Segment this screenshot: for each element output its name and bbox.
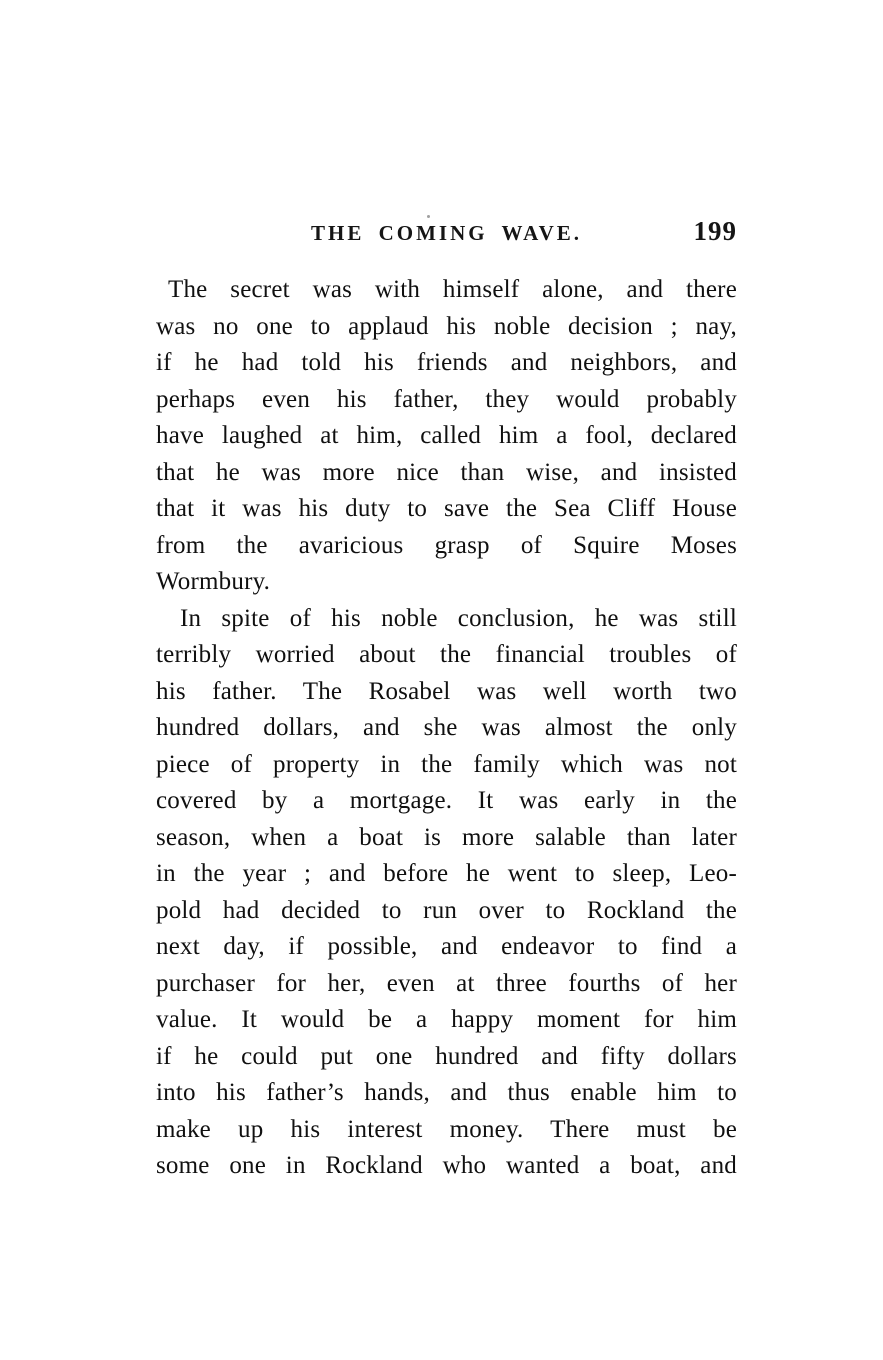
- text-line: in the year ; and before he went to sleep, Leo-: [156, 860, 737, 887]
- page-body: [156, 272, 737, 1185]
- text-line: covered by a mortgage. It was early in the: [156, 787, 737, 814]
- text-line: terribly worried about the financial troubles of: [156, 641, 737, 668]
- text-line: Wormbury.: [156, 568, 271, 595]
- page-number: 199: [693, 216, 737, 246]
- text-line: season, when a boat is more salable than later: [156, 823, 737, 851]
- text-line: next day, if possible, and endeavor to find a: [156, 933, 737, 960]
- text-line: hundred dollars, and she was almost the only: [156, 714, 737, 741]
- text-line: his father. The Rosabel was well worth two: [156, 677, 737, 705]
- text-line: purchaser for her, even at three fourths of her: [156, 969, 737, 997]
- text-line: if he had told his friends and neighbors, and: [156, 349, 737, 376]
- text-line: The secret was with himself alone, and there: [168, 276, 737, 303]
- paragraph-2: [156, 601, 737, 1185]
- text-line: make up his interest money. There must be: [156, 1115, 737, 1143]
- scan-speck: [427, 215, 430, 218]
- text-line: perhaps even his father, they would probably: [156, 385, 737, 413]
- page-header: [156, 216, 737, 272]
- text-line: from the avaricious grasp of Squire Moses: [156, 531, 737, 559]
- text-line: was no one to applaud his noble decision ; nay,: [156, 312, 737, 340]
- text-line: into his father’s hands, and thus enable him to: [156, 1079, 737, 1106]
- text-line: if he could put one hundred and fifty dollars: [156, 1042, 737, 1070]
- text-block: [156, 216, 737, 1185]
- text-line: that he was more nice than wise, and insisted: [156, 458, 737, 486]
- paragraph-1: [156, 272, 737, 601]
- text-line: value. It would be a happy moment for him: [156, 1006, 737, 1033]
- running-title: THE COMING WAVE.: [310, 221, 582, 245]
- text-line: In spite of his noble conclusion, he was still: [180, 604, 737, 632]
- text-line: have laughed at him, called him a fool, declared: [156, 422, 737, 449]
- text-line: that it was his duty to save the Sea Cliff House: [156, 495, 737, 522]
- text-line: pold had decided to run over to Rockland the: [156, 896, 737, 924]
- text-line: piece of property in the family which was not: [156, 750, 737, 778]
- text-line: some one in Rockland who wanted a boat, and: [156, 1152, 737, 1179]
